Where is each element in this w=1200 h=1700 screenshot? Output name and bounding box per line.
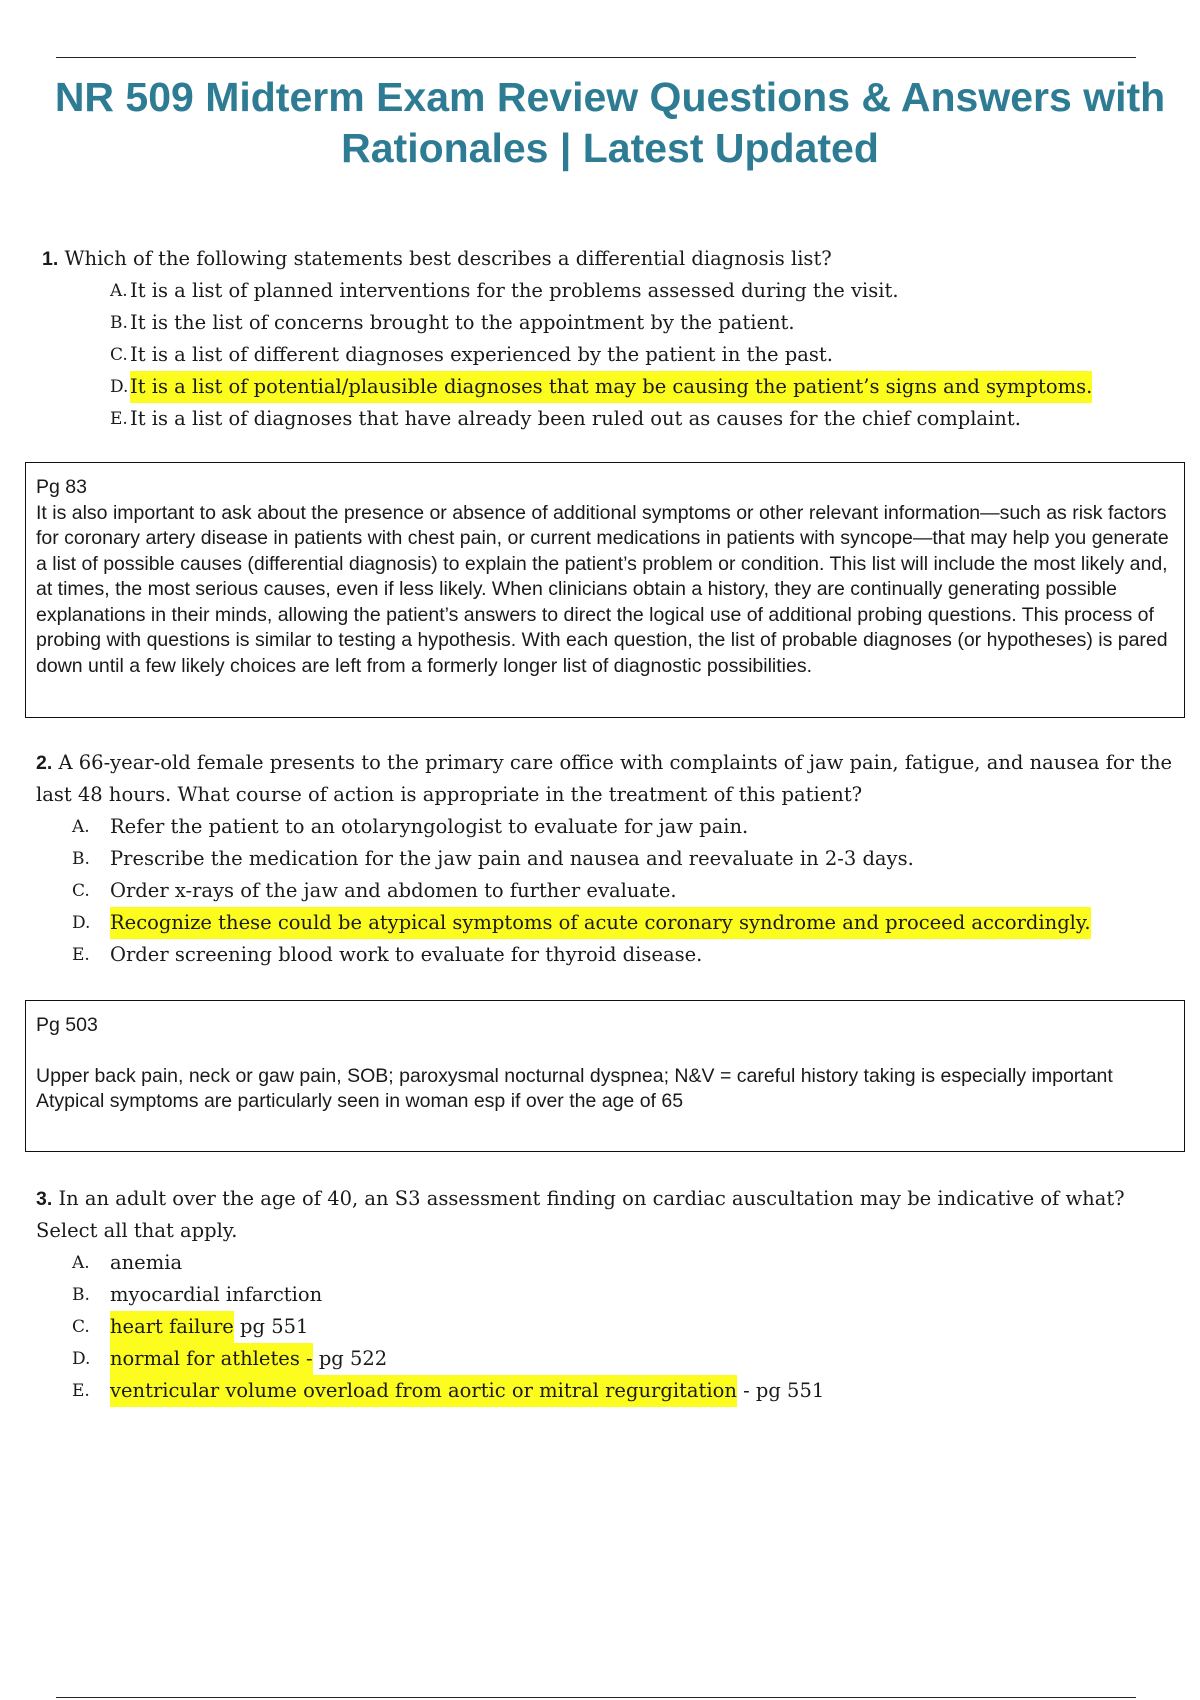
option-letter: B.	[110, 313, 128, 333]
option-text: It is the list of concerns brought to the appointment by the patient.	[130, 311, 795, 334]
rationale-box-1	[25, 462, 1185, 718]
option-text-highlighted: ventricular volume overload from aortic or mitral regurgitation	[110, 1375, 737, 1407]
option-text: Order screening blood work to evaluate for thyroid disease.	[110, 943, 703, 966]
option-letter: E.	[72, 1381, 90, 1401]
question-number: 2.	[36, 752, 53, 774]
option-letter: E.	[110, 409, 128, 429]
option-letter: A.	[72, 1253, 90, 1273]
option-letter: B.	[72, 849, 90, 869]
option-c	[42, 339, 1172, 371]
option-letter: A.	[72, 817, 90, 837]
question-text: A 66-year-old female presents to the primary care office with complaints of jaw pain, fatigue, and nausea for the last 48 hours. What course of action is appropriate in the treatment of this patient?	[36, 751, 1173, 806]
page-reference: pg 522	[312, 1347, 388, 1370]
title-line-1: NR 509 Midterm Exam Review Questions & Answers with	[54, 74, 1166, 120]
option-d	[36, 1343, 1176, 1375]
option-text: Refer the patient to an otolaryngologist to evaluate for jaw pain.	[110, 815, 749, 838]
rationale-line-1: Upper back pain, neck or gaw pain, SOB; paroxysmal nocturnal dyspnea; N&V = careful history taking is especially important	[36, 1064, 1113, 1087]
option-letter: D.	[110, 377, 129, 397]
option-letter: D.	[72, 1349, 91, 1369]
rationale-page-ref: Pg 83	[36, 476, 87, 498]
option-b	[36, 843, 1176, 875]
option-b	[42, 307, 1172, 339]
option-text-highlighted: heart failure	[110, 1311, 234, 1343]
option-c	[36, 875, 1176, 907]
rationale-box-2	[25, 1000, 1185, 1152]
option-letter: C.	[110, 345, 128, 365]
option-text: anemia	[110, 1251, 183, 1274]
bottom-rule	[56, 1697, 1136, 1698]
rationale-line-2: Atypical symptoms are particularly seen in woman esp if over the age of 65	[36, 1090, 684, 1112]
question-text: In an adult over the age of 40, an S3 assessment finding on cardiac auscultation may be indicative of what? Select all that apply.	[36, 1187, 1125, 1242]
title-line-2: Rationales | Latest Updated	[341, 125, 879, 171]
option-a	[36, 1247, 1176, 1279]
option-text: It is a list of different diagnoses experienced by the patient in the past.	[130, 343, 833, 366]
question-1	[42, 243, 1172, 435]
rationale-page-ref: Pg 503	[36, 1014, 98, 1036]
option-c	[36, 1311, 1176, 1343]
question-3-stem	[36, 1183, 1176, 1247]
option-text: Order x-rays of the jaw and abdomen to further evaluate.	[110, 879, 677, 902]
option-d	[36, 907, 1176, 939]
option-text: It is a list of diagnoses that have already been ruled out as causes for the chief complaint.	[130, 407, 1021, 430]
spacer	[36, 1039, 1174, 1064]
option-b	[36, 1279, 1176, 1311]
option-a	[36, 811, 1176, 843]
option-a	[42, 275, 1172, 307]
option-letter: B.	[72, 1285, 90, 1305]
question-2	[36, 747, 1176, 971]
page-title	[30, 72, 1190, 174]
option-d	[42, 371, 1172, 403]
question-text: Which of the following statements best describes a differential diagnosis list?	[64, 247, 832, 270]
question-number: 3.	[36, 1188, 53, 1210]
option-e	[36, 1375, 1176, 1407]
option-letter: C.	[72, 1317, 90, 1337]
question-1-stem	[42, 243, 1172, 275]
option-e	[36, 939, 1176, 971]
question-number: 1.	[42, 248, 59, 270]
option-text: Prescribe the medication for the jaw pain and nausea and reevaluate in 2-3 days.	[110, 847, 914, 870]
top-rule	[56, 57, 1136, 58]
rationale-text: It is also important to ask about the presence or absence of additional symptoms or other relevant information—such as risk factors for coronary artery disease in patients with chest pain, or current medications in patients with syncope—that may help you generate a list of possible causes (differential diagnosis) to explain the patient’s problem or condition. This list will include the most likely and, at times, the most serious causes, even if less likely. When clinicians obtain a history, they are continually generating possible explanations in their minds, allowing the patient’s answers to direct the logical use of additional probing questions. This process of probing with questions is similar to testing a hypothesis. With each question, the list of probable diagnoses (or hypotheses) is pared down until a few likely choices are left from a formerly longer list of diagnostic possibilities.	[36, 501, 1169, 677]
option-text-highlighted: Recognize these could be atypical symptoms of acute coronary syndrome and proceed accordingly.	[110, 907, 1091, 939]
option-text-highlighted: It is a list of potential/plausible diagnoses that may be causing the patient’s signs and symptoms.	[130, 371, 1092, 403]
option-letter: C.	[72, 881, 90, 901]
option-e	[42, 403, 1172, 435]
question-3	[36, 1183, 1176, 1407]
page-reference: pg 551	[233, 1315, 309, 1338]
option-text: myocardial infarction	[110, 1283, 323, 1306]
page-reference: - pg 551	[736, 1379, 825, 1402]
option-text: It is a list of planned interventions for the problems assessed during the visit.	[130, 279, 899, 302]
option-letter: A.	[110, 281, 128, 301]
question-2-stem	[36, 747, 1176, 811]
option-letter: D.	[72, 913, 91, 933]
option-letter: E.	[72, 945, 90, 965]
option-text-highlighted: normal for athletes -	[110, 1343, 313, 1375]
